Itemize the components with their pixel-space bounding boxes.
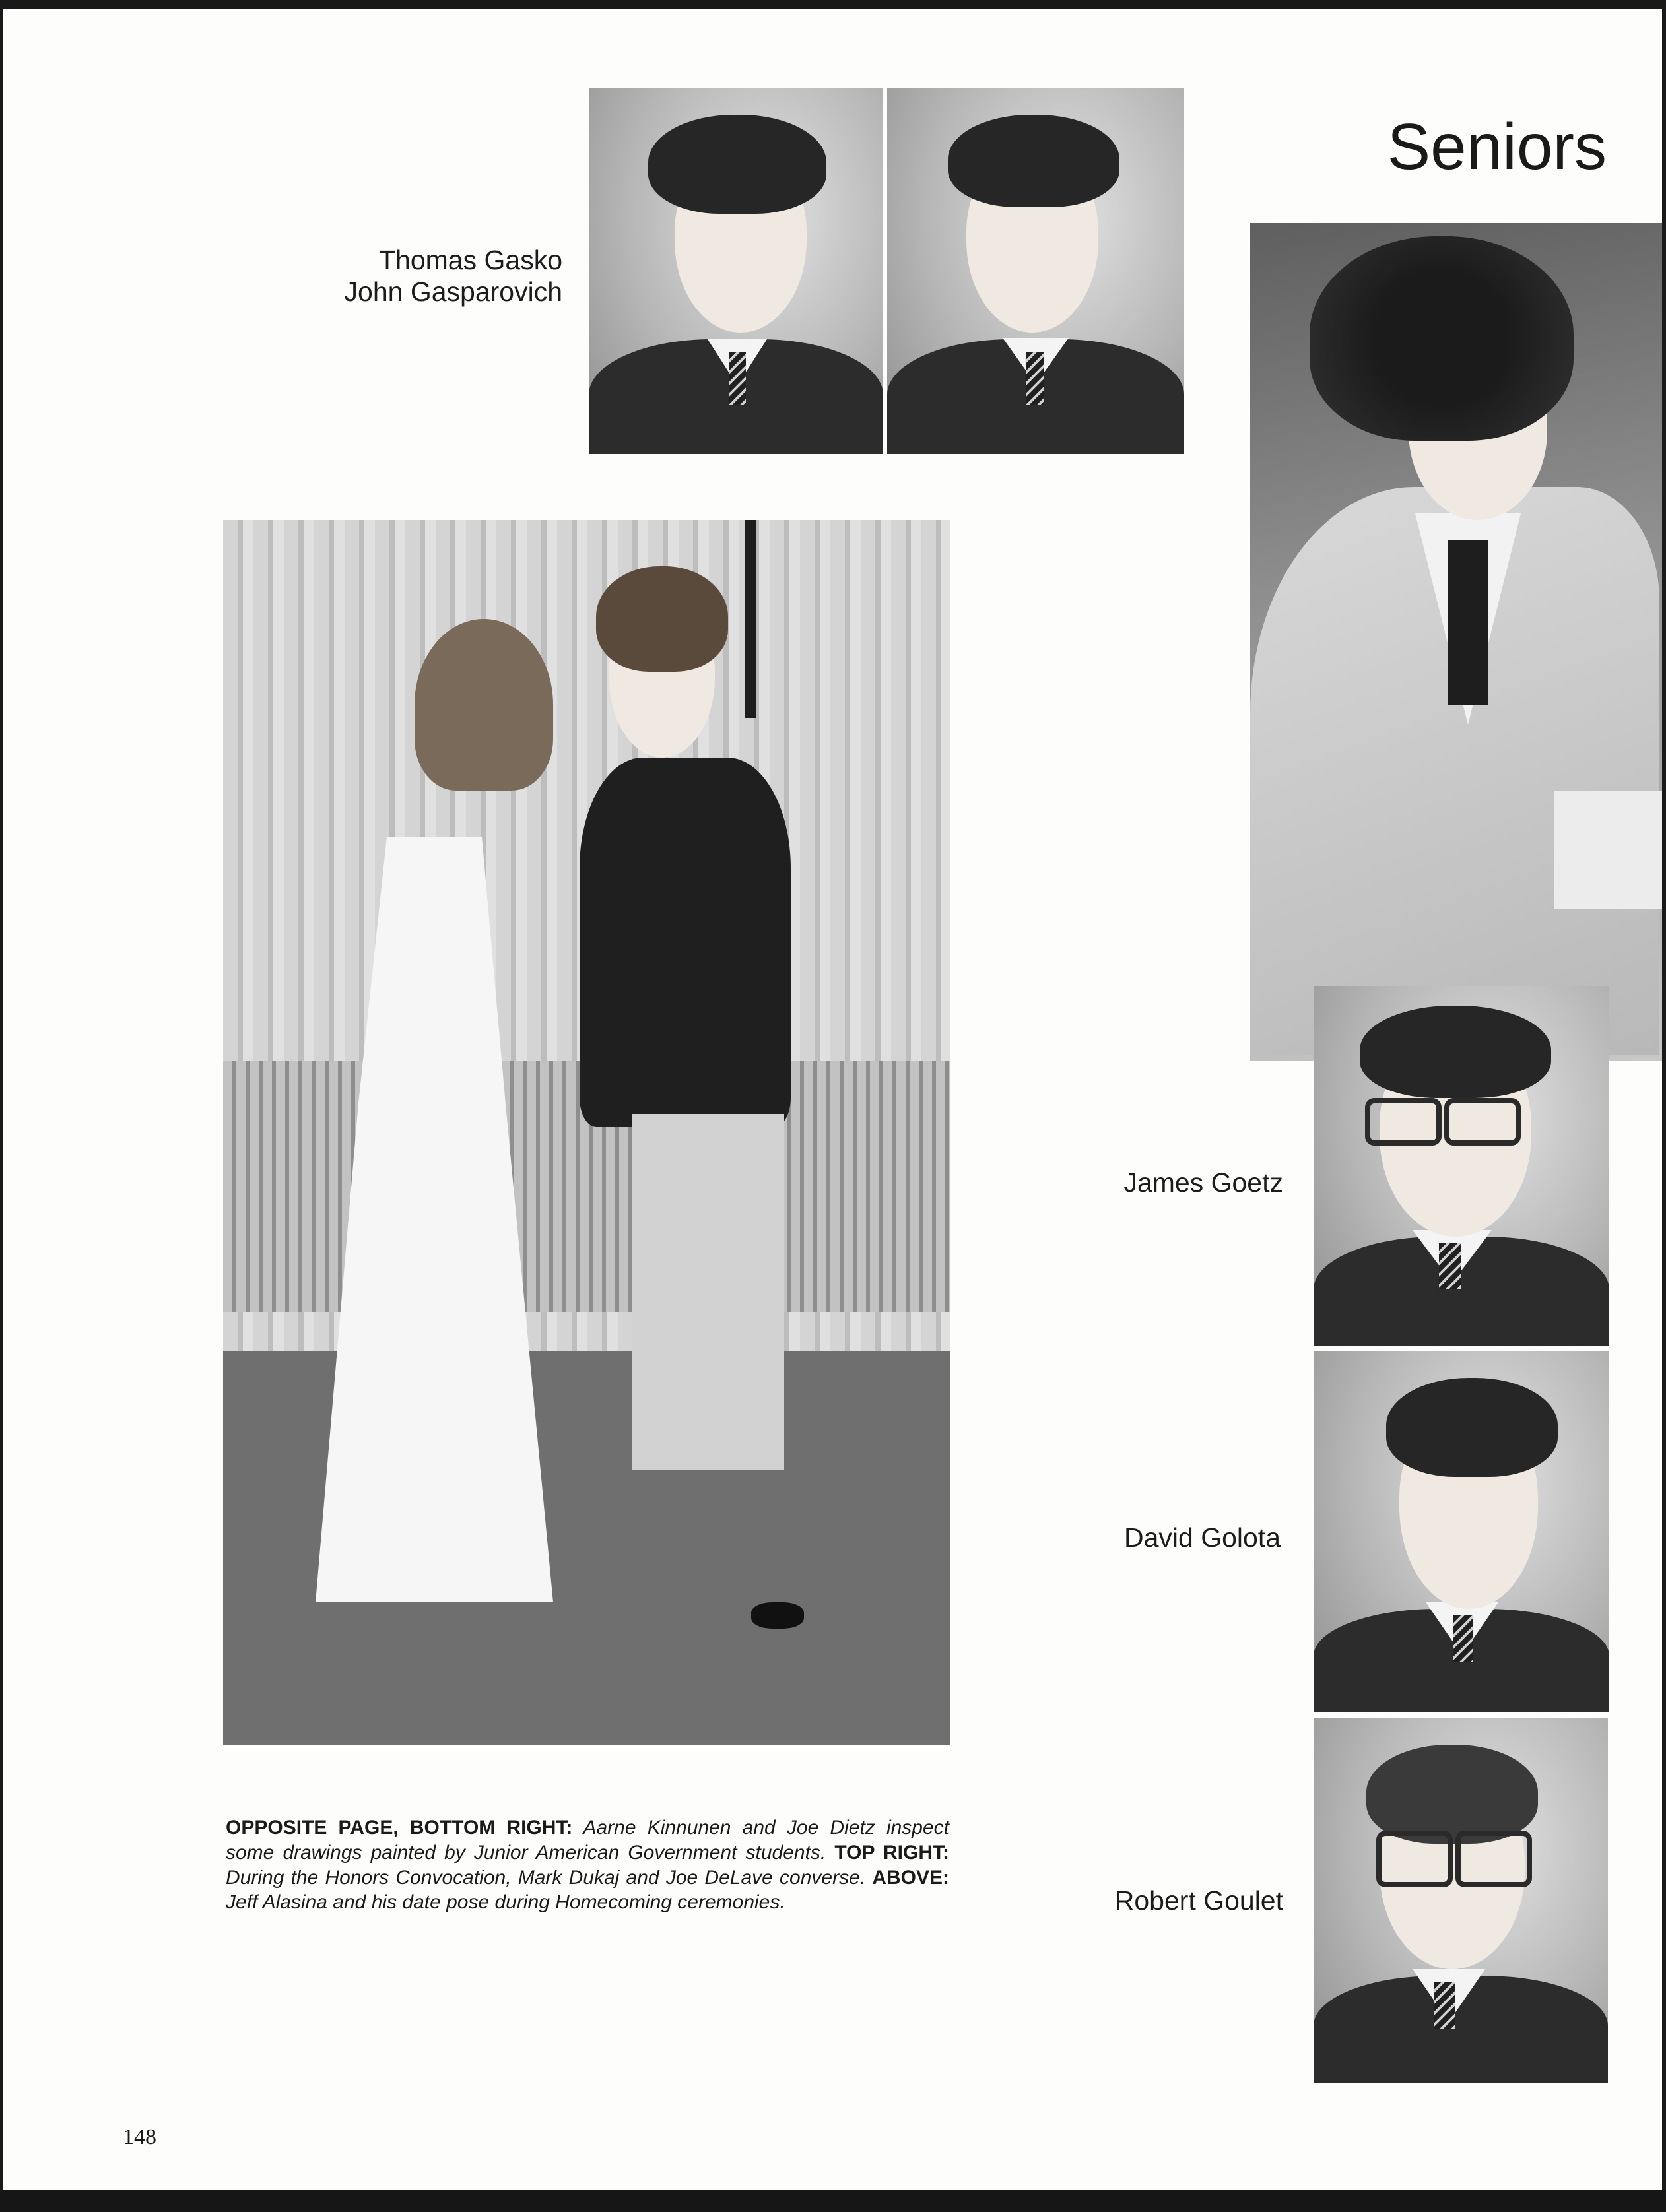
portrait-name-james-goetz: James Goetz: [1123, 1167, 1283, 1198]
portrait-photo-john-gasparovich: [887, 88, 1184, 454]
yearbook-page: [3, 9, 1662, 2190]
portrait-photo-robert-goulet: [1314, 1718, 1608, 2083]
portrait-name-robert-goulet: Robert Goulet: [1114, 1885, 1283, 1916]
caption-text-opposite-page: Aarne Kinnunen and Joe Dietz inspect some drawings painted by Junior American Government students.: [226, 1817, 949, 1864]
homecoming-couple-photo: [223, 520, 950, 1745]
caption-label-above: ABOVE:: [872, 1866, 949, 1889]
caption-label-opposite-page: OPPOSITE PAGE, BOTTOM RIGHT:: [226, 1817, 573, 1838]
portrait-photo-thomas-gasko: [589, 88, 883, 454]
photo-caption: [226, 1815, 949, 1915]
candid-photo-honors-convocation: [1250, 223, 1662, 1061]
portrait-photo-james-goetz: [1314, 986, 1609, 1346]
portrait-name-david-golota: David Golota: [1123, 1522, 1281, 1553]
caption-label-top-right: TOP RIGHT:: [834, 1841, 949, 1864]
page-number: 148: [123, 2125, 156, 2149]
portrait-name-thomas-gasko: Thomas Gasko: [379, 245, 562, 275]
caption-text-above: Jeff Alasina and his date pose during Homecoming ceremonies.: [226, 1891, 785, 1914]
caption-text-top-right: During the Honors Convocation, Mark Dukaj and Joe DeLave converse.: [226, 1866, 873, 1889]
portrait-photo-david-golota: [1314, 1351, 1609, 1712]
section-title: Seniors: [1387, 110, 1607, 183]
scan-bottom-border: [0, 2190, 1666, 2212]
portrait-name-john-gasparovich: John Gasparovich: [344, 276, 562, 307]
